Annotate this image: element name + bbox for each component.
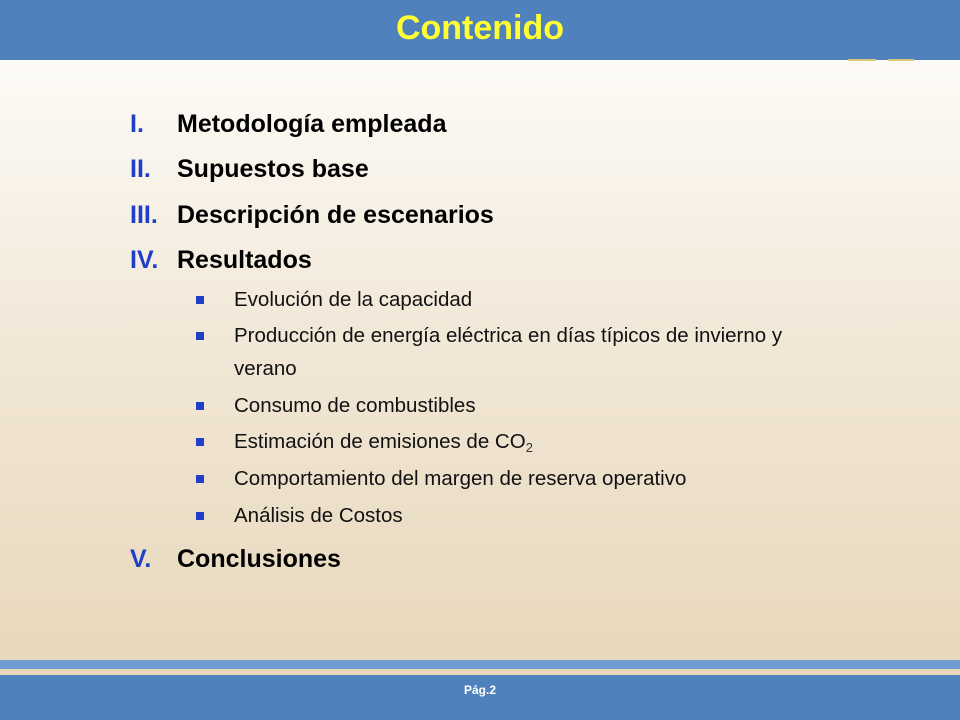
outline-subitem (196, 389, 816, 422)
square-bullet-icon (196, 402, 204, 410)
outline-subitem (196, 319, 816, 385)
subitem-text: Consumo de combustibles (234, 394, 476, 417)
square-bullet-icon (196, 438, 204, 446)
page-number: Pág.2 (463, 683, 496, 697)
outline-text: Resultados (177, 246, 312, 274)
outline-item-3 (130, 199, 494, 231)
outline-item-1 (130, 108, 446, 140)
square-bullet-icon (196, 512, 204, 520)
footer-stripe (0, 660, 960, 669)
subitem-text: Evolución de la capacidad (234, 288, 473, 311)
square-bullet-icon (196, 332, 204, 340)
outline-subitem (196, 462, 816, 495)
slide-title: Contenido (395, 9, 565, 47)
outline-subitem (196, 499, 816, 532)
outline-subitem (196, 283, 816, 316)
outline-subitem (196, 425, 816, 458)
outline-text: Descripción de escenarios (177, 201, 494, 229)
outline-text: Conclusiones (177, 545, 341, 573)
outline-numeral: I. (130, 110, 144, 138)
subscript: 2 (525, 440, 533, 455)
outline-text: Metodología empleada (177, 110, 447, 138)
subitem-text: Producción de energía eléctrica en días típicos de invierno y verano (234, 324, 783, 380)
outline-numeral: IV. (130, 246, 159, 274)
square-bullet-icon (196, 475, 204, 483)
subitem-text: Estimación de emisiones de CO (234, 430, 526, 453)
subitem-text: Análisis de Costos (234, 504, 403, 527)
outline-text: Supuestos base (177, 155, 369, 183)
outline-item-2 (130, 153, 369, 185)
outline-numeral: V. (130, 545, 152, 573)
outline-item-5 (130, 543, 341, 575)
outline-numeral: III. (130, 201, 158, 229)
subitem-text-with-subscript (234, 425, 816, 458)
subitem-text: Comportamiento del margen de reserva operativo (234, 467, 687, 490)
square-bullet-icon (196, 296, 204, 304)
outline-numeral: II. (130, 155, 151, 183)
outline-item-4 (130, 244, 312, 276)
